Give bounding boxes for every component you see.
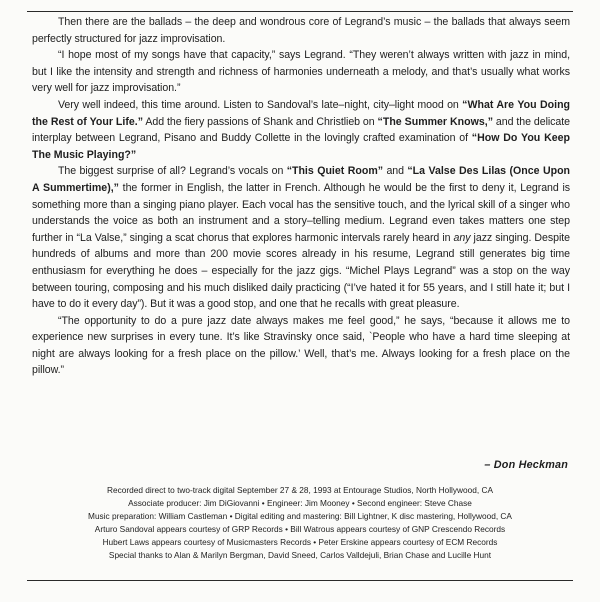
author-signature: – Don Heckman [484,459,568,471]
bottom-divider [27,580,573,581]
text-segment: Very well indeed, this time around. Listen to Sandoval’s late–night, city–light mood on [58,98,463,111]
credit-line-producers: Associate producer: Jim DiGiovanni • Engineer: Jim Mooney • Second engineer: Steve Chase [128,497,472,508]
text-segment: jazz singing. Despite hundreds of albums and more than 200 movie scores already in his resume, Legrand still generates big time enthusiasm for everything he does – especially for the jazz gigs. “Michel Plays Legrand” was a stop on the way between touring, composing and his much disliked daily practicing (“I’ve hated it for 55 years, and I still hate it; but I have to do it every day”). But it was a good stop, and one that he recalls with great pleasure. [32,231,570,311]
credit-line-recording: Recorded direct to two-track digital September 27 & 28, 1993 at Entourage Studios, North Hollywood, CA [106,485,493,495]
paragraph-stravinsky-quote: “The opportunity to do a pure jazz date always makes me feel good,” he says, “because it allows me to experience new surprises in every tune. It’s like Stravinsky once said, `People who have a hard time sleeping at night are always looking for a fresh place on the pillow.’ Well, that’s me. Always looking for a fresh place on the pillow.” [32,314,570,377]
song-title-summer-knows: “The Summer Knows,” [377,115,493,128]
text-segment: The biggest surprise of all? Legrand’s vocals on [58,165,287,178]
credit-line-preparation: Music preparation: William Castleman • Digital editing and mastering: Bill Lightner, K disc mastering, Hollywood, CA [88,510,512,521]
credit-line-thanks: Special thanks to Alan & Marilyn Bergman, David Sneed, Carlos Valldejuli, Brian Chase and Lucille Hunt [108,549,492,560]
emphasis-any: any [453,231,471,244]
paragraph-performances [32,97,570,163]
credit-line-courtesy-2: Hubert Laws appears courtesy of Musicmasters Records • Peter Erskine appears courtesy of ECM Records [102,536,498,547]
song-title-quiet-room: “This Quiet Room” [286,165,384,178]
article-body [32,14,570,379]
credits-block [0,484,600,561]
text-segment: the former in English, the latter in French. Although he would be the first to deny it, Legrand is something more than a singing piano player. Each vocal has the sensitive touch, and the lyrical skill of a singer who understands the voice as both an instrument and a story–telling medium. Legrand even takes matters one step further in “La Valse,” singing a scat chorus that explores harmonic intervals rarely heard in [32,181,570,244]
song-title-what-are-you-doing: “What Are You Doing the Rest of Your Life.” [32,98,571,128]
text-segment: and [383,165,408,178]
text-segment: Add the fiery passions of Shank and Christlieb on [143,115,378,128]
paragraph-ballads: Then there are the ballads – the deep and wondrous core of Legrand’s music – the ballads that always seem perfectly structured for jazz improvisation. [32,16,570,45]
paragraph-vocals [32,163,570,312]
top-divider [27,11,573,12]
paragraph-legrand-quote: “I hope most of my songs have that capacity,” says Legrand. “They weren’t always written with jazz in mind, but I like the intensity and strength and richness of harmonies underneath a melody, and that’s usually what works very well for jazz improvisation.” [32,49,570,95]
song-title-valse-des-lilas: “La Valse Des Lilas (Once Upon A Summertime),” [32,165,571,194]
song-title-music-playing: “How Do You Keep The Music Playing?” [32,132,571,161]
text-segment: and the delicate interplay between Legrand, Pisano and Buddy Collette in the lovingly crafted examination of [32,115,571,145]
credit-line-courtesy-1: Arturo Sandoval appears courtesy of GRP Records • Bill Watrous appears courtesy of GNP Crescendo Records [94,523,506,534]
